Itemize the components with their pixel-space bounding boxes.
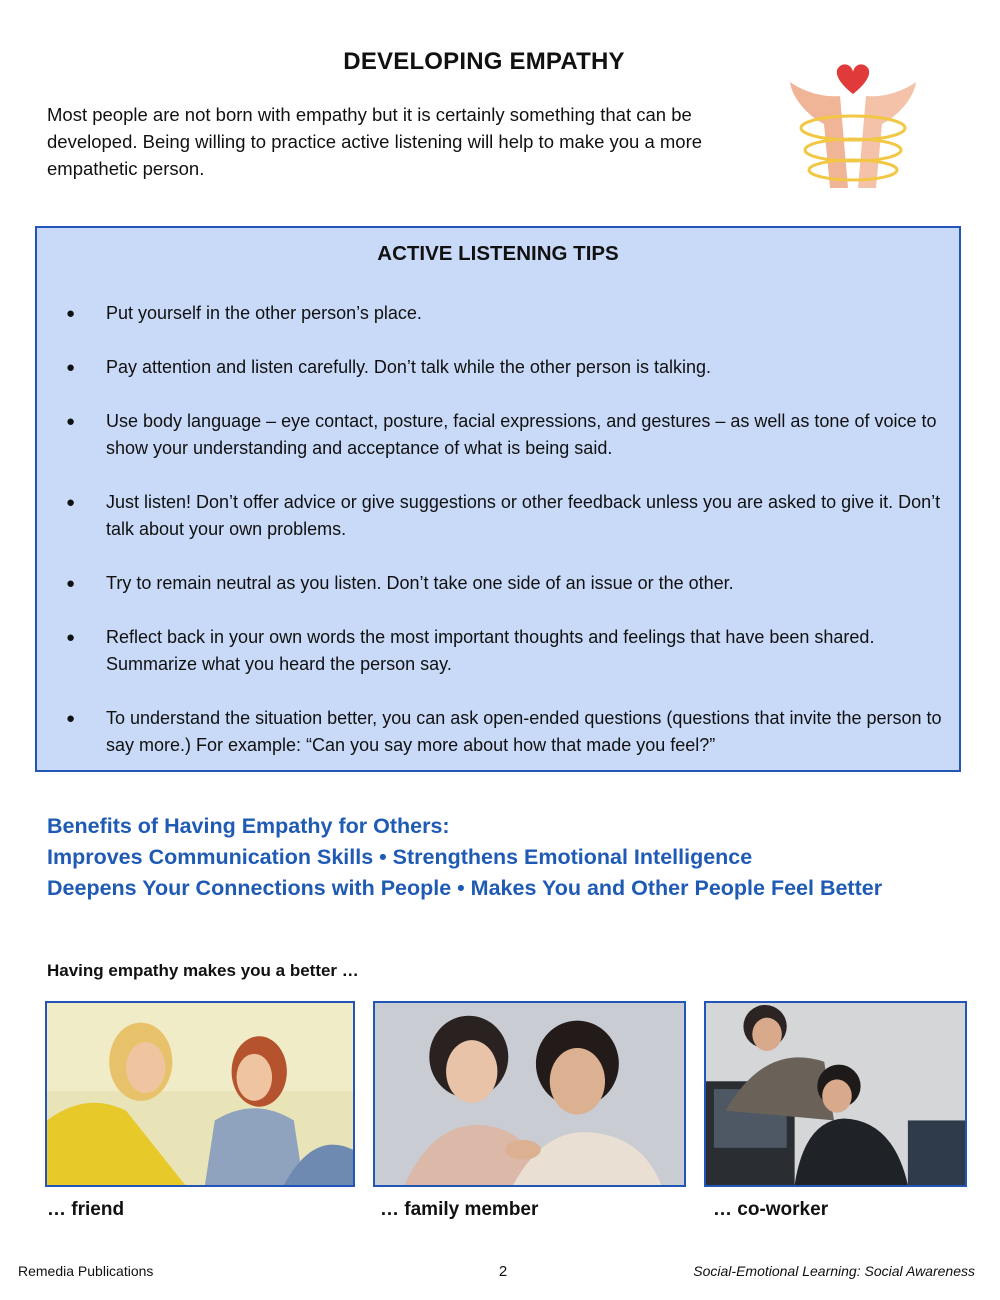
better-lead-text: Having empathy makes you a better … bbox=[47, 961, 359, 980]
footer-publisher: Remedia Publications bbox=[18, 1263, 154, 1279]
footer-series: Social-Emotional Learning: Social Awareness bbox=[693, 1263, 975, 1279]
benefits-line-2: Deepens Your Connections with People • Makes You and Other People Feel Better bbox=[47, 876, 883, 900]
tip-text: Reflect back in your own words the most important thoughts and feelings that have been shared. Summarize what you heard the person say. bbox=[106, 627, 875, 674]
bullet-icon: ● bbox=[66, 629, 76, 646]
bullet-icon: ● bbox=[66, 359, 76, 376]
co-worker-caption: … co-worker bbox=[713, 1199, 829, 1220]
bullet-icon: ● bbox=[66, 305, 76, 322]
page-number: 2 bbox=[498, 1263, 508, 1280]
heart-hands-icon bbox=[778, 58, 928, 198]
bullet-icon: ● bbox=[66, 575, 76, 592]
tip-text: Pay attention and listen carefully. Don’t talk while the other person is talking. bbox=[106, 357, 711, 377]
tips-title: ACTIVE LISTENING TIPS bbox=[377, 242, 619, 265]
benefits-heading: Benefits of Having Empathy for Others: bbox=[47, 814, 450, 838]
family-member-caption: … family member bbox=[380, 1199, 539, 1220]
page-title: DEVELOPING EMPATHY bbox=[343, 48, 625, 75]
tip-text: Put yourself in the other person’s place. bbox=[106, 303, 422, 323]
co-worker-photo bbox=[704, 1001, 967, 1187]
tip-text: Use body language – eye contact, posture, facial expressions, and gestures – as well as tone of voice to show your understanding and acceptance of what is being said. bbox=[106, 411, 937, 458]
benefits-line-1: Improves Communication Skills • Strengthens Emotional Intelligence bbox=[47, 845, 753, 869]
tip-text: To understand the situation better, you can ask open-ended questions (questions that invite the person to say more.) For example: “Can you say more about how that made you feel?” bbox=[106, 708, 942, 755]
bullet-icon: ● bbox=[66, 494, 76, 511]
benefits-section bbox=[47, 811, 987, 904]
friend-caption: … friend bbox=[47, 1199, 125, 1220]
friend-photo bbox=[45, 1001, 355, 1187]
bullet-icon: ● bbox=[66, 413, 76, 430]
tip-text: Just listen! Don’t offer advice or give suggestions or other feedback unless you are asked to give it. Don’t talk about your own problems. bbox=[106, 492, 941, 539]
tip-text: Try to remain neutral as you listen. Don’t take one side of an issue or the other. bbox=[106, 573, 734, 593]
bullet-icon: ● bbox=[66, 710, 76, 727]
intro-paragraph: Most people are not born with empathy but it is certainly something that can be developed. Being willing to practice active listening will help to make you a more empathetic person. bbox=[47, 104, 703, 179]
active-listening-tips-box bbox=[35, 226, 961, 772]
family-member-photo bbox=[373, 1001, 686, 1187]
